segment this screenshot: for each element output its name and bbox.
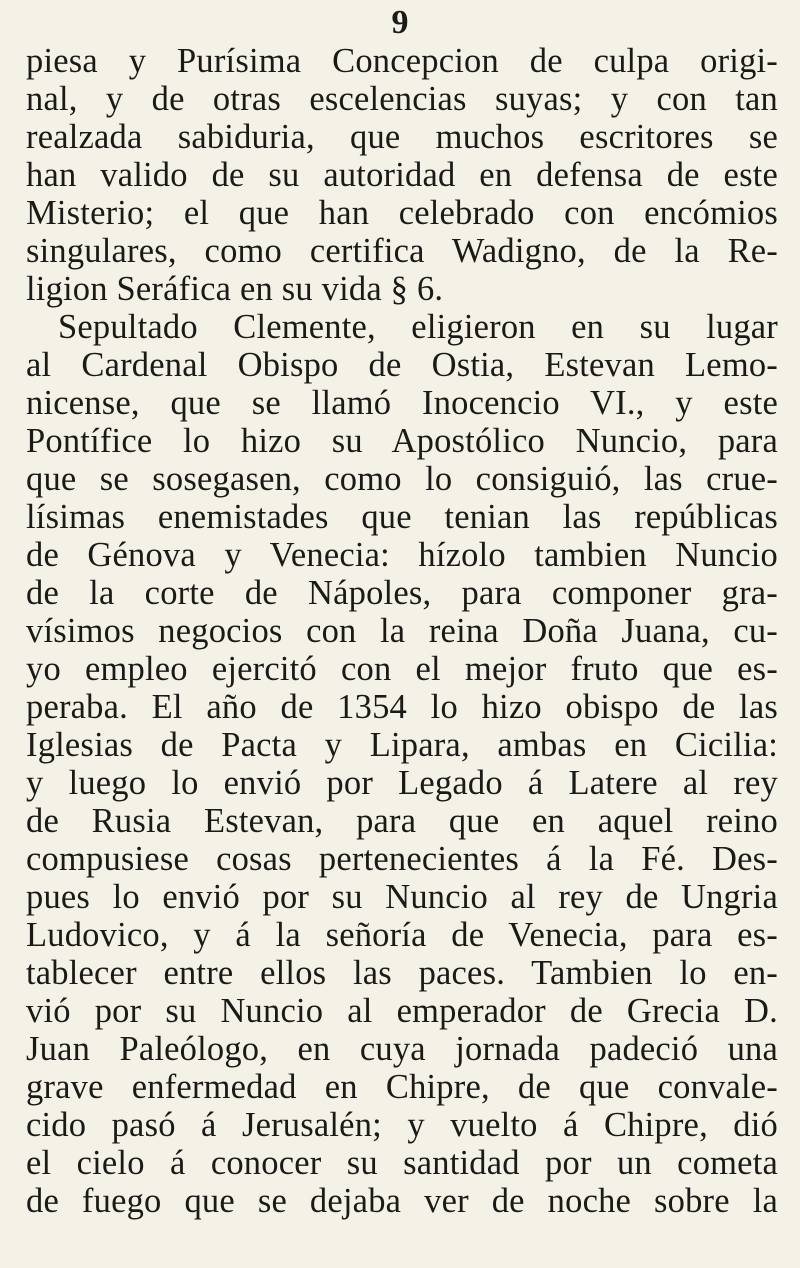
text-line: de Génova y Venecia: hízolo tambien Nuncio	[26, 536, 778, 574]
text-line: el cielo á conocer su santidad por un cometa	[26, 1144, 778, 1182]
text-line: al Cardenal Obispo de Ostia, Estevan Lemo-	[26, 346, 778, 384]
text-line: yo empleo ejercitó con el mejor fruto que es-	[26, 650, 778, 688]
text-line: vió por su Nuncio al emperador de Grecia D.	[26, 992, 778, 1030]
text-line: singulares, como certifica Wadigno, de la Re-	[26, 232, 778, 270]
text-line: pues lo envió por su Nuncio al rey de Ungria	[26, 878, 778, 916]
text-line: Iglesias de Pacta y Lipara, ambas en Cicilia:	[26, 726, 778, 764]
page-number: 9	[391, 4, 409, 41]
text-line: que se sosegasen, como lo consiguió, las crue-	[26, 460, 778, 498]
text-line: de la corte de Nápoles, para componer gra-	[26, 574, 778, 612]
text-line: piesa y Purísima Concepcion de culpa origi-	[26, 42, 778, 80]
text-line: nicense, que se llamó Inocencio VI., y este	[26, 384, 778, 422]
text-line: Pontífice lo hizo su Apostólico Nuncio, para	[26, 422, 778, 460]
text-line: y luego lo envió por Legado á Latere al rey	[26, 764, 778, 802]
text-line: de fuego que se dejaba ver de noche sobre la	[26, 1182, 778, 1220]
text-line: compusiese cosas pertenecientes á la Fé. Des-	[26, 840, 778, 878]
text-line: vísimos negocios con la reina Doña Juana, cu-	[26, 612, 778, 650]
text-line: ligion Seráfica en su vida § 6.	[26, 270, 444, 308]
body-text	[26, 42, 778, 1220]
text-line: Ludovico, y á la señoría de Venecia, para es-	[26, 916, 778, 954]
text-line: han valido de su autoridad en defensa de este	[26, 156, 778, 194]
text-line: nal, y de otras escelencias suyas; y con tan	[26, 80, 778, 118]
text-line: peraba. El año de 1354 lo hizo obispo de las	[26, 688, 778, 726]
text-line: Misterio; el que han celebrado con encómios	[26, 194, 778, 232]
text-line: Juan Paleólogo, en cuya jornada padeció una	[26, 1030, 778, 1068]
text-line: tablecer entre ellos las paces. Tambien lo en-	[26, 954, 778, 992]
text-line: de Rusia Estevan, para que en aquel reino	[26, 802, 778, 840]
text-line: cido pasó á Jerusalén; y vuelto á Chipre, dió	[26, 1106, 778, 1144]
text-line: lísimas enemistades que tenian las repúblicas	[26, 498, 778, 536]
text-line: grave enfermedad en Chipre, de que convale-	[26, 1068, 778, 1106]
text-line: Sepultado Clemente, eligieron en su lugar	[58, 308, 778, 346]
text-line: realzada sabiduria, que muchos escritores se	[26, 118, 778, 156]
